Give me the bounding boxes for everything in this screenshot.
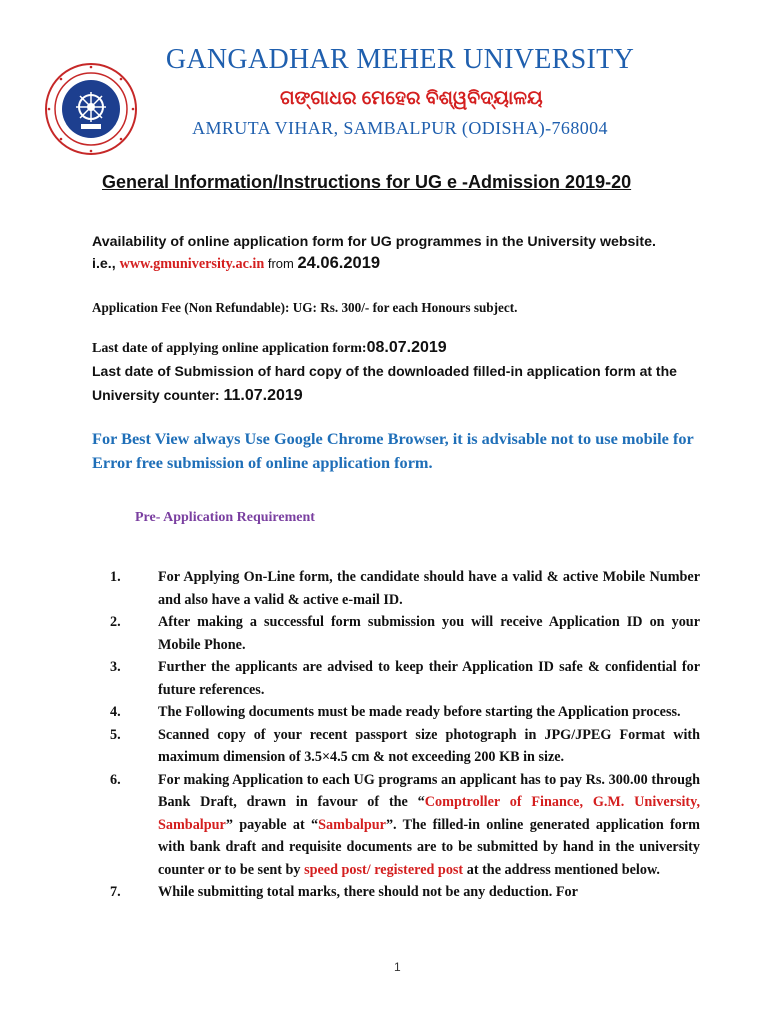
list-item <box>110 881 700 904</box>
item-text: For Applying On-Line form, the candidate should have a valid & active Mobile Number and also have a valid & active e-mail ID. <box>158 569 700 608</box>
last-hardcopy-date: 11.07.2019 <box>223 387 303 404</box>
availability-date: 24.06.2019 <box>297 254 381 272</box>
item-number: 1. <box>110 569 121 585</box>
item-text: The Following documents must be made ready before starting the Application process. <box>158 704 681 720</box>
from-label: from <box>264 256 298 271</box>
university-name: GANGADHAR MEHER UNIVERSITY <box>165 44 635 75</box>
payable-city: Sambalpur <box>318 816 386 833</box>
item-text: Scanned copy of your recent passport size photograph in JPG/JPEG Format with maximum dimension of 3.5×4.5 cm & not exceeding 200 KB in size. <box>158 726 700 765</box>
item-text-part: ”. The filled-in online generated application form with bank draft and requisite documents are to be submitted by hand in the university counter or to be sent by <box>158 816 700 878</box>
item-text <box>158 769 700 882</box>
item-number: 5. <box>110 726 121 743</box>
browser-note: For Best View always Use Google Chrome Browser, it is advisable not to use mobile for Error free submission of online application form. <box>92 429 694 472</box>
payee-name: Comptroller of Finance, G.M. University, Sambalpur <box>158 794 700 833</box>
availability-note <box>92 232 712 275</box>
list-item <box>110 769 700 882</box>
availability-line: Availability of online application form for UG programmes in the University website. <box>92 234 656 250</box>
item-number: 4. <box>110 704 121 720</box>
list-item <box>110 656 700 701</box>
university-address: AMRUTA VIHAR, SAMBALPUR (ODISHA)-768004 <box>192 118 608 138</box>
item-text-part: at the address mentioned below. <box>463 861 660 878</box>
item-text: While submitting total marks, there should not be any deduction. For <box>158 884 578 900</box>
item-number: 7. <box>110 884 121 900</box>
important-dates <box>92 337 722 408</box>
document-title: General Information/Instructions for UG e -Admission 2019-20 <box>102 172 632 192</box>
last-online-label: Last date of applying online application form: <box>92 341 367 356</box>
website-link[interactable]: www.gmuniversity.ac.in <box>119 256 265 272</box>
requirements-list <box>110 566 700 904</box>
ie-label: i.e., <box>92 256 120 272</box>
item-text: Further the applicants are advised to keep their Application ID safe & confidential for future references. <box>158 659 700 698</box>
item-text-part: ” payable at “ <box>225 816 319 833</box>
list-item <box>110 724 700 769</box>
item-text: After making a successful form submission you will receive Application ID on your Mobile Phone. <box>158 614 700 653</box>
section-heading: Pre- Application Requirement <box>135 510 315 525</box>
list-item <box>110 611 700 656</box>
last-hardcopy-label: Last date of Submission of hard copy of the downloaded filled-in application form at the University counter: <box>92 363 677 403</box>
item-number: 3. <box>110 659 121 675</box>
list-item <box>110 566 700 611</box>
application-fee: Application Fee (Non Refundable): UG: Rs. 300/- for each Honours subject. <box>92 300 518 315</box>
item-text-part: For making Application to each UG programs an applicant has to pay Rs. 300.00 through Bank Draft, drawn in favour of the “ <box>158 771 700 810</box>
university-logo <box>44 62 138 156</box>
list-item <box>110 701 700 724</box>
item-number: 2. <box>110 614 121 630</box>
item-number: 6. <box>110 771 121 788</box>
last-online-date: 08.07.2019 <box>366 339 447 356</box>
post-method: speed post/ registered post <box>304 861 464 878</box>
page-number: 1 <box>394 960 401 974</box>
university-name-odia: ଗଙ୍ଗାଧର ମେହେର ବିଶ୍ୱବିଦ୍ୟାଳୟ <box>280 88 543 109</box>
